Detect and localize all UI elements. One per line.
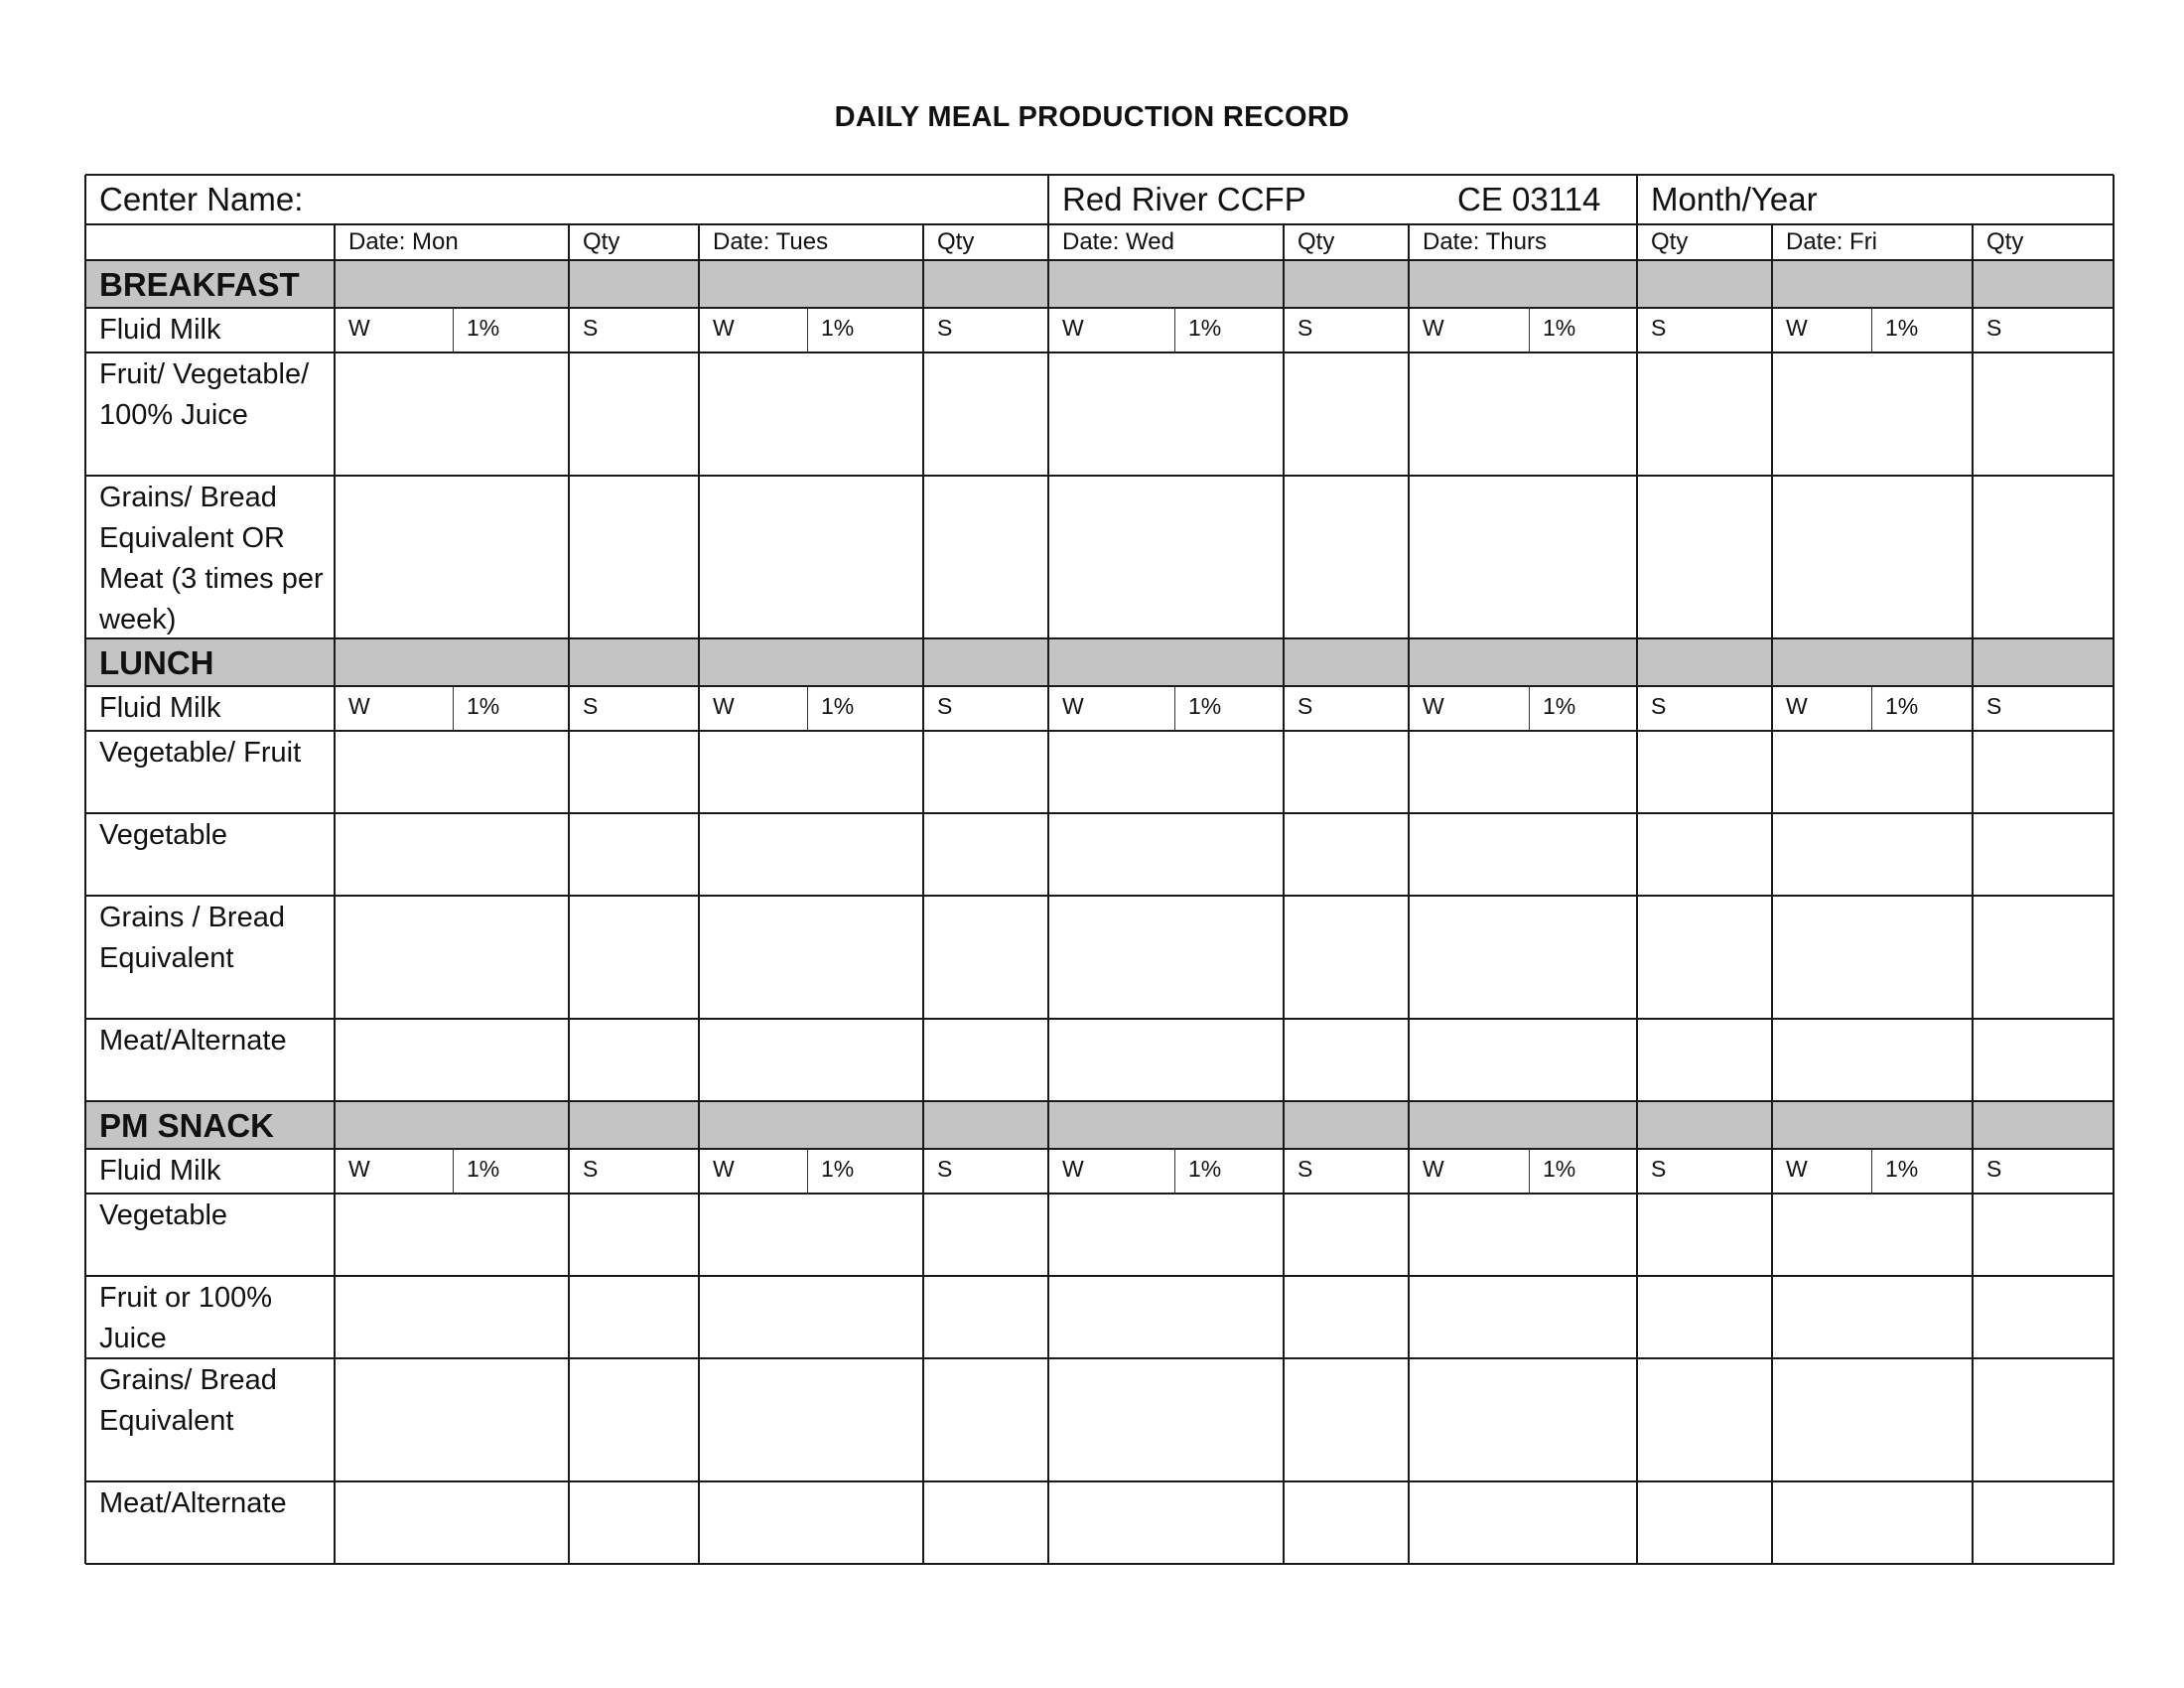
milk-option-w: W [713, 315, 735, 341]
milk-option-1pct: 1% [821, 693, 855, 719]
entry-cell[interactable] [1049, 814, 1283, 895]
entry-cell[interactable] [1638, 353, 1771, 475]
table-top-border [85, 174, 2114, 176]
entry-cell[interactable] [1638, 1020, 1771, 1100]
entry-cell[interactable] [1410, 897, 1636, 1018]
entry-cell[interactable] [336, 477, 568, 637]
entry-cell[interactable] [336, 732, 568, 812]
row-label: Grains / Bread Equivalent [99, 902, 285, 974]
qty-header-1: Qty [583, 228, 620, 255]
entry-cell[interactable] [1049, 732, 1283, 812]
milk-option-w: W [1062, 1156, 1084, 1182]
date-header-5: Date: Fri [1786, 228, 1878, 255]
entry-cell[interactable] [1974, 353, 2113, 475]
entry-cell[interactable] [570, 897, 698, 1018]
row-label: Fluid Milk [99, 1155, 221, 1187]
row-label: Fruit or 100% Juice [99, 1282, 273, 1354]
entry-cell[interactable] [570, 732, 698, 812]
row-border [85, 1563, 2114, 1565]
milk-split-line [807, 1149, 808, 1194]
entry-cell[interactable] [1410, 477, 1636, 637]
top-row-divider [1636, 175, 1638, 224]
date-header-2: Date: Tues [713, 228, 829, 255]
row-label: Grains/ Bread Equivalent OR Meat (3 times per week) [99, 482, 324, 635]
entry-cell[interactable] [1410, 1482, 1636, 1563]
entry-cell[interactable] [1410, 1359, 1636, 1480]
entry-cell[interactable] [570, 1195, 698, 1275]
section-title-pm-snack: PM SNACK [99, 1107, 275, 1144]
entry-cell[interactable] [1773, 814, 1972, 895]
milk-option-1pct: 1% [1543, 693, 1576, 719]
entry-cell[interactable] [336, 1020, 568, 1100]
entry-cell[interactable] [1410, 1020, 1636, 1100]
sponsor-name: Red River CCFP [1062, 181, 1306, 217]
entry-cell[interactable] [570, 1482, 698, 1563]
entry-cell[interactable] [924, 477, 1047, 637]
milk-split-line [1871, 308, 1872, 352]
entry-cell[interactable] [1285, 353, 1408, 475]
entry-cell[interactable] [1049, 1482, 1283, 1563]
top-row-divider [1047, 175, 1049, 224]
milk-split-line [453, 686, 454, 731]
entry-cell[interactable] [570, 477, 698, 637]
entry-cell[interactable] [1974, 897, 2113, 1018]
entry-cell[interactable] [700, 1359, 922, 1480]
milk-option-s: S [1651, 1156, 1667, 1182]
entry-cell[interactable] [1773, 353, 1972, 475]
milk-option-w: W [1786, 1156, 1808, 1182]
entry-cell[interactable] [924, 1020, 1047, 1100]
section-band-border [85, 1148, 2114, 1150]
entry-cell[interactable] [1410, 732, 1636, 812]
entry-cell[interactable] [570, 1020, 698, 1100]
milk-option-w: W [348, 1156, 370, 1182]
milk-option-1pct: 1% [1543, 1156, 1576, 1182]
entry-cell[interactable] [1285, 477, 1408, 637]
milk-split-line [1174, 308, 1175, 352]
entry-cell[interactable] [1049, 353, 1283, 475]
milk-split-line [1529, 686, 1530, 731]
entry-cell[interactable] [700, 1020, 922, 1100]
entry-cell[interactable] [1773, 732, 1972, 812]
milk-option-1pct: 1% [467, 693, 500, 719]
entry-cell[interactable] [1285, 1020, 1408, 1100]
entry-cell[interactable] [1049, 1277, 1283, 1357]
section-band-breakfast [85, 260, 2114, 308]
row-label: Vegetable/ Fruit [99, 737, 302, 769]
date-header-4: Date: Thurs [1423, 228, 1547, 255]
entry-cell[interactable] [924, 1195, 1047, 1275]
milk-option-1pct: 1% [1188, 315, 1222, 341]
milk-option-1pct: 1% [467, 1156, 500, 1182]
row-label: Meat/Alternate [99, 1025, 287, 1056]
entry-cell[interactable] [700, 732, 922, 812]
entry-cell[interactable] [1974, 1359, 2113, 1480]
row-label: Vegetable [99, 819, 228, 851]
section-band-border [85, 307, 2114, 309]
entry-cell[interactable] [700, 353, 922, 475]
entry-cell[interactable] [1974, 732, 2113, 812]
milk-option-1pct: 1% [1885, 693, 1919, 719]
row-border [85, 1100, 2114, 1102]
section-title-lunch: LUNCH [99, 644, 214, 681]
milk-option-w: W [1786, 315, 1808, 341]
milk-option-w: W [1423, 1156, 1444, 1182]
entry-cell[interactable] [924, 814, 1047, 895]
entry-cell[interactable] [1773, 477, 1972, 637]
entry-cell[interactable] [1638, 732, 1771, 812]
milk-split-line [1871, 686, 1872, 731]
milk-split-line [1529, 1149, 1530, 1194]
milk-option-w: W [713, 693, 735, 719]
milk-option-s: S [583, 1156, 599, 1182]
entry-cell[interactable] [700, 897, 922, 1018]
entry-cell[interactable] [1049, 1359, 1283, 1480]
milk-split-line [807, 686, 808, 731]
row-label: Grains/ Bread Equivalent [99, 1364, 277, 1437]
entry-cell[interactable] [700, 477, 922, 637]
milk-option-1pct: 1% [821, 315, 855, 341]
milk-option-w: W [1062, 315, 1084, 341]
entry-cell[interactable] [1638, 1277, 1771, 1357]
qty-header-5: Qty [1986, 228, 2024, 255]
entry-cell[interactable] [1974, 1482, 2113, 1563]
entry-cell[interactable] [336, 1359, 568, 1480]
milk-option-s: S [1297, 1156, 1313, 1182]
date-header-3: Date: Wed [1062, 228, 1174, 255]
entry-cell[interactable] [336, 353, 568, 475]
milk-option-w: W [1062, 693, 1084, 719]
entry-cell[interactable] [1638, 1195, 1771, 1275]
entry-cell[interactable] [924, 1359, 1047, 1480]
milk-option-w: W [713, 1156, 735, 1182]
entry-cell[interactable] [336, 814, 568, 895]
entry-cell[interactable] [924, 897, 1047, 1018]
entry-cell[interactable] [700, 1277, 922, 1357]
entry-cell[interactable] [1773, 1359, 1972, 1480]
milk-split-line [1174, 1149, 1175, 1194]
milk-option-s: S [937, 315, 953, 341]
entry-cell[interactable] [1285, 732, 1408, 812]
entry-cell[interactable] [570, 1359, 698, 1480]
milk-split-line [453, 308, 454, 352]
milk-split-line [453, 1149, 454, 1194]
entry-cell[interactable] [1974, 1195, 2113, 1275]
entry-cell[interactable] [1638, 1359, 1771, 1480]
entry-cell[interactable] [1285, 1195, 1408, 1275]
milk-option-w: W [1423, 693, 1444, 719]
entry-cell[interactable] [1638, 814, 1771, 895]
entry-cell[interactable] [1773, 1277, 1972, 1357]
row-label: Fruit/ Vegetable/ 100% Juice [99, 358, 310, 431]
entry-cell[interactable] [1049, 1020, 1283, 1100]
entry-cell[interactable] [336, 1195, 568, 1275]
entry-cell[interactable] [1773, 897, 1972, 1018]
entry-cell[interactable] [336, 897, 568, 1018]
milk-option-s: S [937, 693, 953, 719]
entry-cell[interactable] [1410, 353, 1636, 475]
milk-split-line [1174, 686, 1175, 731]
entry-cell[interactable] [1974, 1020, 2113, 1100]
milk-option-1pct: 1% [1885, 1156, 1919, 1182]
entry-cell[interactable] [1638, 897, 1771, 1018]
section-band-border [85, 685, 2114, 687]
entry-cell[interactable] [924, 1482, 1047, 1563]
entry-cell[interactable] [336, 1482, 568, 1563]
milk-option-1pct: 1% [1885, 315, 1919, 341]
entry-cell[interactable] [700, 814, 922, 895]
entry-cell[interactable] [924, 1277, 1047, 1357]
entry-cell[interactable] [1285, 1482, 1408, 1563]
row-border [85, 637, 2114, 639]
milk-option-w: W [1786, 693, 1808, 719]
date-header-1: Date: Mon [348, 228, 459, 255]
entry-cell[interactable] [1285, 814, 1408, 895]
milk-option-s: S [1986, 1156, 2002, 1182]
entry-cell[interactable] [700, 1482, 922, 1563]
entry-cell[interactable] [1974, 1277, 2113, 1357]
milk-option-1pct: 1% [1188, 693, 1222, 719]
entry-cell[interactable] [1410, 1195, 1636, 1275]
header-row-bottom-border [85, 259, 2114, 261]
row-label: Fluid Milk [99, 692, 221, 724]
section-title-breakfast: BREAKFAST [99, 266, 300, 303]
entry-cell[interactable] [924, 353, 1047, 475]
table-right-border [2113, 175, 2115, 1565]
entry-cell[interactable] [570, 814, 698, 895]
entry-cell[interactable] [1285, 1277, 1408, 1357]
milk-option-s: S [1297, 315, 1313, 341]
entry-cell[interactable] [1285, 897, 1408, 1018]
center-name-label: Center Name: [99, 181, 304, 217]
entry-cell[interactable] [570, 1277, 698, 1357]
milk-split-line [1871, 1149, 1872, 1194]
entry-cell[interactable] [1410, 1277, 1636, 1357]
milk-option-1pct: 1% [821, 1156, 855, 1182]
entry-cell[interactable] [1285, 1359, 1408, 1480]
milk-split-line [1529, 308, 1530, 352]
month-year-label: Month/Year [1651, 181, 1818, 217]
milk-option-s: S [937, 1156, 953, 1182]
section-band-pm-snack [85, 1101, 2114, 1149]
entry-cell[interactable] [1773, 1020, 1972, 1100]
entry-cell[interactable] [1773, 1195, 1972, 1275]
milk-option-1pct: 1% [467, 315, 500, 341]
milk-option-s: S [1297, 693, 1313, 719]
entry-cell[interactable] [1773, 1482, 1972, 1563]
form-title: DAILY MEAL PRODUCTION RECORD [834, 101, 1350, 133]
entry-cell[interactable] [700, 1195, 922, 1275]
qty-header-2: Qty [937, 228, 975, 255]
milk-option-s: S [1651, 315, 1667, 341]
top-row-bottom-border [85, 223, 2114, 225]
milk-option-s: S [1651, 693, 1667, 719]
milk-option-w: W [1423, 315, 1444, 341]
milk-option-1pct: 1% [1188, 1156, 1222, 1182]
milk-option-w: W [348, 315, 370, 341]
entry-cell[interactable] [1410, 814, 1636, 895]
entry-cell[interactable] [924, 732, 1047, 812]
row-label: Meat/Alternate [99, 1487, 287, 1519]
milk-option-s: S [1986, 693, 2002, 719]
milk-option-s: S [583, 315, 599, 341]
entry-cell[interactable] [1049, 477, 1283, 637]
entry-cell[interactable] [1638, 1482, 1771, 1563]
table-left-border [84, 175, 86, 1564]
row-label: Fluid Milk [99, 314, 221, 346]
milk-option-s: S [583, 693, 599, 719]
milk-split-line [807, 308, 808, 352]
qty-header-4: Qty [1651, 228, 1689, 255]
entry-cell[interactable] [1049, 1195, 1283, 1275]
ce-number: CE 03114 [1457, 181, 1601, 217]
milk-option-s: S [1986, 315, 2002, 341]
milk-option-1pct: 1% [1543, 315, 1576, 341]
section-band-lunch [85, 638, 2114, 686]
entry-cell[interactable] [1974, 814, 2113, 895]
qty-header-3: Qty [1297, 228, 1335, 255]
entry-cell[interactable] [1974, 477, 2113, 637]
entry-cell[interactable] [336, 1277, 568, 1357]
entry-cell[interactable] [570, 353, 698, 475]
row-label: Vegetable [99, 1199, 228, 1231]
entry-cell[interactable] [1638, 477, 1771, 637]
entry-cell[interactable] [1049, 897, 1283, 1018]
milk-option-w: W [348, 693, 370, 719]
